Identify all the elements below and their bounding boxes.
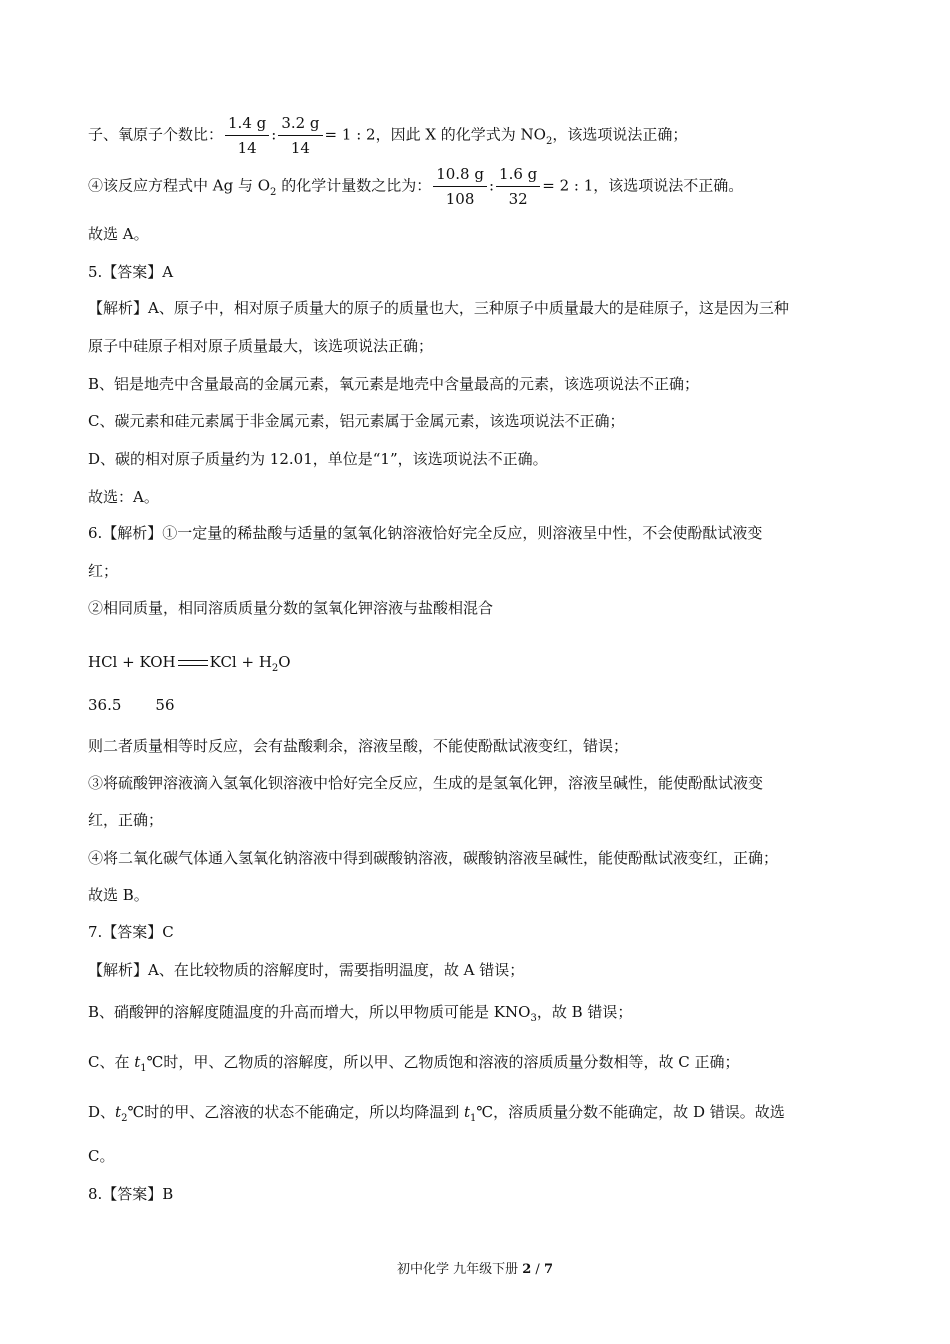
ratio-result: = 1 : 2 (324, 125, 376, 144)
fraction-denominator: 108 (445, 190, 475, 208)
text-line: 故选：A。 (88, 488, 159, 506)
ratio-result: = 2 : 1 (542, 176, 594, 195)
fraction (433, 164, 487, 209)
mass-value: 36.5 (88, 696, 122, 714)
fraction (278, 113, 322, 158)
answer-heading-6: 6.【解析】①一定量的稀盐酸与适量的氢氧化钠溶液恰好完全反应，则溶液呈中性，不会使酚酞试液变 (88, 524, 763, 542)
colon: : (488, 176, 495, 195)
text-line: ④将二氧化碳气体通入氢氧化钠溶液中得到碳酸钠溶液，碳酸钠溶液呈碱性，能使酚酞试液变红，正确； (88, 849, 779, 867)
text-segment: ，因此 X 的化学式为 NO (375, 125, 546, 144)
mass-value: 56 (155, 696, 175, 714)
text-line: 故选 B。 (88, 886, 149, 904)
text-line-ratio-1 (88, 113, 687, 158)
text-line: 红； (88, 562, 119, 580)
subscript: 2 (270, 186, 277, 198)
text-segment: C、在 (88, 1053, 135, 1071)
page-total: 7 (543, 1262, 553, 1277)
subscript: 2 (121, 1113, 128, 1124)
equation-products: KCl + H (209, 653, 272, 671)
variable-t: t (115, 1103, 122, 1121)
text-line: B、铝是地壳中含量最高的金属元素，氧元素是地壳中含量最高的元素，该选项说法不正确； (88, 375, 700, 393)
text-line-ratio-2 (88, 164, 743, 209)
variable-t: t (464, 1103, 471, 1121)
colon: : (271, 125, 277, 144)
fraction-denominator: 14 (237, 139, 257, 157)
text-line: 原子中硅原子相对原子质量最大，该选项说法正确； (88, 337, 434, 355)
equation-reactants: HCl + KOH (88, 653, 176, 671)
answer-heading-7: 7.【答案】C (88, 923, 174, 941)
text-line: 红，正确； (88, 811, 164, 829)
subscript: 3 (530, 1013, 537, 1024)
text-line: ③将硫酸钾溶液滴入氢氧化钡溶液中恰好完全反应，生成的是氢氧化钾，溶液呈碱性，能使酚酞试液变 (88, 774, 764, 792)
text-line-t1 (88, 1052, 739, 1075)
text-segment: ，该选项说法正确； (552, 125, 688, 144)
page-footer (0, 1258, 950, 1277)
page-number: 2 (522, 1262, 532, 1277)
fraction-numerator: 1.4 g (225, 113, 269, 136)
text-segment: D、 (88, 1103, 116, 1121)
text-segment: ℃，溶质质量分数不能确定，故 D 错误。故选 (476, 1103, 785, 1121)
text-segment: ，故 B 错误； (536, 1003, 633, 1021)
fraction-denominator: 14 (290, 139, 310, 157)
text-segment: B、硝酸钾的溶解度随温度的升高而增大，所以甲物质可能是 KNO (88, 1003, 531, 1021)
fraction (225, 113, 269, 158)
text-line: 则二者质量相等时反应，会有盐酸剩余，溶液呈酸，不能使酚酞试液变红，错误； (88, 737, 629, 755)
equals-sign (178, 660, 208, 666)
text-line: 【解析】A、在比较物质的溶解度时，需要指明温度，故 A 错误； (88, 961, 525, 979)
text-segment: ℃时的甲、乙溶液的状态不能确定，所以均降温到 (127, 1103, 464, 1121)
text-line-kno3 (88, 1002, 632, 1025)
fraction-numerator: 10.8 g (433, 164, 487, 187)
subscript: 2 (271, 663, 279, 674)
footer-title: 初中化学 九年级下册 (396, 1262, 523, 1277)
text-segment: 的化学计量数之比为： (276, 176, 432, 195)
text-line: C、碳元素和硅元素属于非金属元素，铝元素属于金属元素，该选项说法不正确； (88, 412, 625, 430)
text-line: 故选 A。 (88, 225, 149, 243)
text-segment: 子、氧原子个数比： (88, 125, 224, 144)
text-line-t2 (88, 1102, 785, 1125)
chemical-equation (88, 652, 291, 675)
equation-products: O (278, 653, 291, 671)
text-line: ②相同质量，相同溶质质量分数的氢氧化钾溶液与盐酸相混合 (88, 599, 494, 617)
answer-heading-5: 5.【答案】A (88, 263, 174, 281)
text-segment: ④该反应方程式中 Ag 与 O (88, 176, 271, 195)
text-line: D、碳的相对原子质量约为 12.01，单位是“1”，该选项说法不正确。 (88, 450, 548, 468)
answer-heading-8: 8.【答案】B (88, 1185, 174, 1203)
fraction-numerator: 3.2 g (278, 113, 322, 136)
text-segment: ℃时，甲、乙物质的溶解度，所以甲、乙物质饱和溶液的溶质质量分数相等，故 C 正确； (146, 1053, 740, 1071)
mass-row (88, 695, 175, 715)
fraction (496, 164, 540, 209)
text-line: 【解析】A、原子中，相对原子质量大的原子的质量也大，三种原子中质量最大的是硅原子，这是因为三种 (88, 299, 789, 317)
fraction-denominator: 32 (508, 190, 528, 208)
text-line: C。 (88, 1147, 115, 1165)
text-segment: ，该选项说法不正确。 (593, 176, 744, 195)
variable-t: t (134, 1053, 141, 1071)
page-separator: / (531, 1262, 544, 1277)
fraction-numerator: 1.6 g (496, 164, 540, 187)
subscript: 2 (545, 135, 553, 147)
subscript: 1 (140, 1063, 147, 1074)
subscript: 1 (470, 1113, 477, 1124)
